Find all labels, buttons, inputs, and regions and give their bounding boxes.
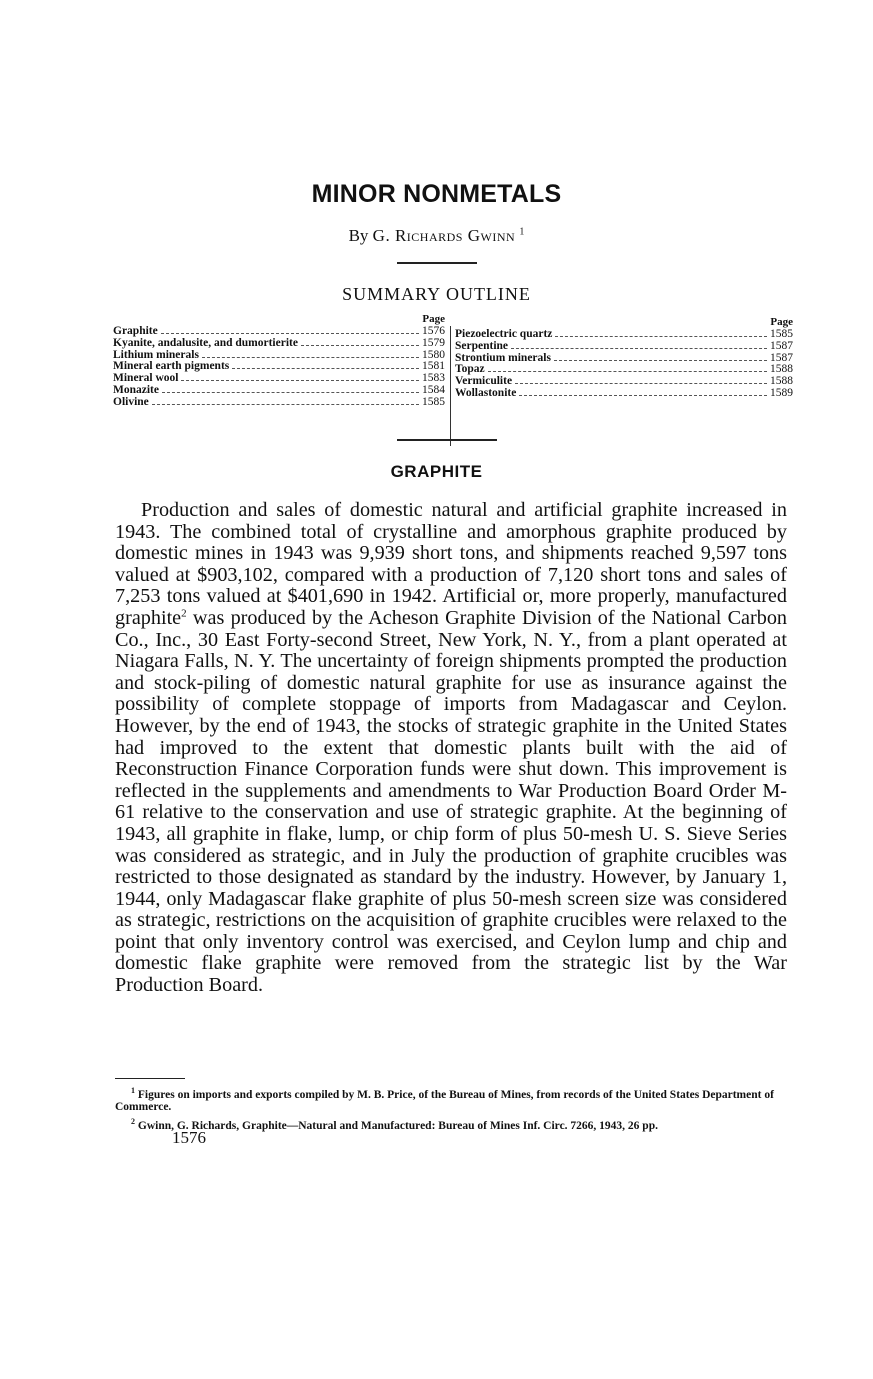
outline-entry-page: 1588	[770, 363, 793, 376]
outline-entry	[455, 388, 793, 400]
summary-outline-heading: SUMMARY OUTLINE	[342, 284, 531, 304]
paragraph	[115, 500, 787, 997]
outline-entry-label: Wollastonite	[455, 386, 517, 399]
outline-column-right	[455, 314, 793, 400]
outline-entry-page: 1579	[422, 336, 445, 349]
footnote-text: Gwinn, G. Richards, Graphite—Natural and Manufactured: Bureau of Mines Inf. Circ. 7266, 1943, 26 pp.	[137, 1119, 658, 1132]
outline-entry-label: Monazite	[113, 383, 159, 396]
outline-entry-label: Lithium minerals	[113, 348, 199, 361]
leader-dots	[488, 370, 767, 372]
outline-entry-label: Kyanite, andalusite, and dumortierite	[113, 336, 298, 349]
summary-outline-table	[113, 314, 793, 446]
outline-entry-label: Vermiculite	[455, 375, 513, 388]
byline-prefix: By	[348, 226, 369, 245]
author-name: G. Richards Gwinn	[372, 226, 516, 245]
outline-entry-page: 1585	[422, 395, 445, 408]
leader-dots	[161, 332, 419, 334]
outline-entry-page: 1584	[422, 383, 445, 396]
footnotes	[115, 1085, 787, 1134]
leader-dots	[511, 347, 767, 349]
chapter-title: MINOR NONMETALS	[311, 180, 562, 208]
outline-entry-label: Piezoelectric quartz	[455, 328, 553, 340]
outline-entry-page: 1581	[422, 360, 445, 373]
paragraph-text-part2: was produced by the Acheson Graphite Division of the National Carbon Co., Inc., 30 East Forty-second Street, New York, N. Y., from a plant operated at Niagara Falls, N. Y. The uncertainty of foreign shipments prompted the production and stock-piling of domestic natural graphite for use as insurance against the possibility of complete stoppage of imports from Madagascar and Ceylon. However, by the end of 1943, the stocks of strategic graphite in the United States had improved to the extent that domestic plants built with the aid of Reconstruction Finance Corporation funds were shut down. This improvement is reflected in the supplements and amendments to War Production Board Order M-61 relative to the conservation and use of strategic graphite. At the beginning of 1943, all graphite in flake, lump, or chip form of plus 50-mesh U. S. Sieve Series was considered as strategic, and in July the production of graphite crucibles was restricted to those designated as standard by the industry. However, by January 1, 1944, only Madagascar flake graphite of plus 50-mesh screen size was considered as strategic, restrictions on the acquisition of graphite crucibles were relaxed to the point that only inventory control was exercised, and Ceylon lump and chip and domestic flake graphite were removed from the strategic list by the War Production Board.	[115, 606, 787, 997]
leader-dots	[515, 382, 767, 384]
outline-entry-page: 1589	[770, 386, 793, 399]
footnote-rule	[115, 1078, 185, 1079]
footnote-marker: 2	[131, 1116, 135, 1126]
outline-entry	[113, 373, 445, 385]
leader-dots	[152, 403, 419, 405]
footnote-marker: 1	[131, 1086, 135, 1095]
section-heading: GRAPHITE	[390, 462, 483, 481]
column-divider	[450, 326, 451, 446]
outline-entry	[455, 341, 793, 353]
outline-entry-label: Mineral earth pigments	[113, 360, 230, 373]
outline-entry	[113, 397, 445, 409]
outline-entry-page: 1585	[770, 328, 793, 340]
footnote-marker: 1	[519, 226, 525, 238]
leader-dots	[555, 335, 767, 337]
leader-dots	[162, 391, 419, 393]
leader-dots	[301, 344, 419, 346]
leader-dots	[181, 379, 419, 381]
leader-dots	[232, 367, 419, 369]
outline-entry-page: 1588	[770, 375, 793, 388]
outline-entry-page: 1583	[422, 372, 445, 385]
leader-dots	[202, 356, 419, 358]
divider	[397, 439, 497, 441]
outline-entry-page: 1587	[770, 339, 793, 352]
outline-entry-label: Strontium minerals	[455, 351, 551, 364]
outline-entry-page: 1587	[770, 351, 793, 364]
leader-dots	[519, 394, 767, 396]
outline-entry	[113, 385, 445, 397]
outline-entry-label: Mineral wool	[113, 372, 179, 385]
outline-entry-label: Olivine	[113, 395, 149, 408]
outline-entry	[113, 338, 445, 350]
outline-entry-page: 1576	[422, 325, 445, 337]
outline-entry-page: 1580	[422, 348, 445, 361]
paragraph-text-part1: Production and sales of domestic natural and artificial graphite increased in 1943. The combined total of crystalline and amorphous graphite produced by domestic mines in 1943 was 9,939 short tons, and shipments reached 9,597 tons valued at $903,102, compared with a production of 7,120 short tons and sales of 7,253 tons valued at $401,690 in 1942. Artificial or, more properly, manufactured graphite	[115, 499, 787, 629]
outline-entry-label: Serpentine	[455, 339, 509, 352]
divider	[397, 262, 477, 264]
outline-column-left	[113, 314, 445, 409]
outline-entry	[455, 353, 793, 365]
page-number: 1576	[172, 1128, 206, 1147]
footnote-ref: 2	[181, 607, 187, 620]
outline-entry-label: Graphite	[113, 325, 158, 337]
section-body	[115, 500, 787, 997]
footnote	[115, 1085, 787, 1114]
leader-dots	[554, 359, 767, 361]
author-byline	[0, 226, 873, 246]
page-column-header: Page	[422, 313, 445, 325]
outline-entry-label: Topaz	[455, 363, 485, 376]
footnote-text: Figures on imports and exports compiled by M. B. Price, of the Bureau of Mines, from records of the United States Department of Commerce.	[115, 1088, 774, 1114]
footnote	[115, 1116, 787, 1132]
page-column-header: Page	[770, 316, 793, 328]
